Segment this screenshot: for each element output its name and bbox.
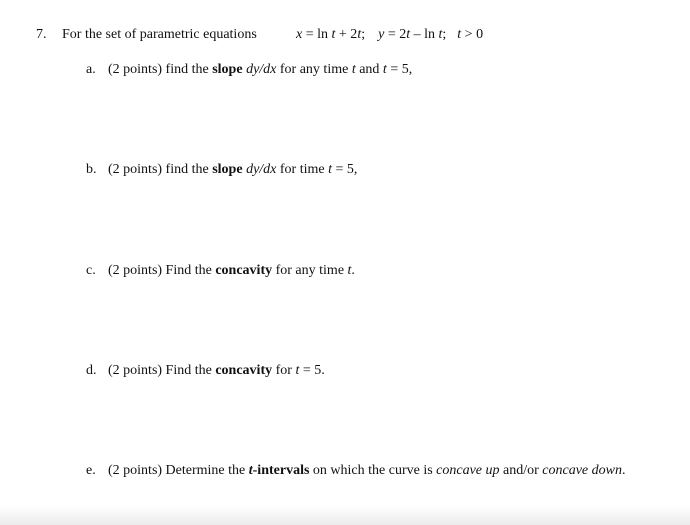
- part-e-end: .: [621, 463, 626, 478]
- part-a-and: and: [355, 62, 383, 77]
- part-b-derivative: dy/dx: [246, 162, 277, 177]
- part-b-keyword: slope: [212, 162, 243, 177]
- x-equation-t2: t: [357, 27, 362, 42]
- part-e-letter: e.: [86, 463, 96, 478]
- part-e-mid: on which the curve is: [309, 463, 437, 478]
- part-a-points: (2 points) find the: [108, 62, 213, 77]
- x-equation-part1: = ln: [302, 27, 332, 42]
- part-c-end: .: [351, 263, 355, 278]
- part-c-letter: c.: [86, 263, 96, 278]
- part-d-t1: t: [295, 363, 300, 378]
- y-equation-t2: t: [438, 27, 443, 42]
- question-intro: For the set of parametric equations: [62, 27, 257, 42]
- part-b-end: = 5,: [332, 162, 358, 177]
- part-b-t1: t: [328, 162, 332, 177]
- part-d-end: = 5.: [299, 363, 325, 378]
- part-e-concave-up: concave up: [436, 463, 500, 478]
- part-d-letter: d.: [86, 363, 97, 378]
- part-a-end: = 5,: [386, 62, 413, 77]
- question-number: 7.: [36, 27, 47, 42]
- part-e-keyword-t: t: [248, 463, 253, 478]
- part-a-t2: t: [382, 62, 387, 77]
- parametric-equations: [296, 27, 483, 43]
- part-a-derivative: dy/dx: [246, 62, 277, 77]
- y-equation-part1: = 2: [384, 27, 407, 42]
- part-d-points: (2 points) Find the: [108, 363, 216, 378]
- part-e-keyword-rest: -intervals: [252, 463, 310, 478]
- x-equation-t1: t: [331, 27, 336, 42]
- x-equation-end: ;: [361, 27, 366, 42]
- part-b: [86, 162, 357, 178]
- part-c-t1: t: [347, 263, 352, 278]
- condition-rest: > 0: [461, 27, 484, 42]
- part-e: [86, 463, 625, 479]
- part-a: [86, 62, 412, 78]
- part-c-mid: for any time: [272, 263, 348, 278]
- y-variable: y: [378, 27, 385, 42]
- part-d-keyword: concavity: [215, 363, 273, 378]
- x-variable: x: [296, 27, 303, 42]
- part-b-mid: for time: [276, 162, 329, 177]
- part-e-andor: and/or: [499, 463, 543, 478]
- y-equation-end: ;: [442, 27, 447, 42]
- condition-t: t: [457, 27, 462, 42]
- part-c-points: (2 points) Find the: [108, 263, 216, 278]
- x-equation-part2: + 2: [335, 27, 358, 42]
- bottom-shadow: [0, 505, 690, 525]
- part-c-keyword: concavity: [215, 263, 273, 278]
- part-a-mid: for any time: [276, 62, 352, 77]
- y-equation-t1: t: [406, 27, 411, 42]
- part-a-t1: t: [351, 62, 356, 77]
- part-b-points: (2 points) find the: [108, 162, 213, 177]
- part-a-keyword: slope: [212, 62, 243, 77]
- y-equation-part2: – ln: [410, 27, 439, 42]
- part-e-points: (2 points) Determine the: [108, 463, 249, 478]
- part-e-concave-down: concave down: [542, 463, 622, 478]
- part-d-mid: for: [272, 363, 296, 378]
- part-a-letter: a.: [86, 62, 96, 77]
- part-d: [86, 363, 325, 379]
- part-c: [86, 263, 355, 279]
- part-b-letter: b.: [86, 162, 97, 177]
